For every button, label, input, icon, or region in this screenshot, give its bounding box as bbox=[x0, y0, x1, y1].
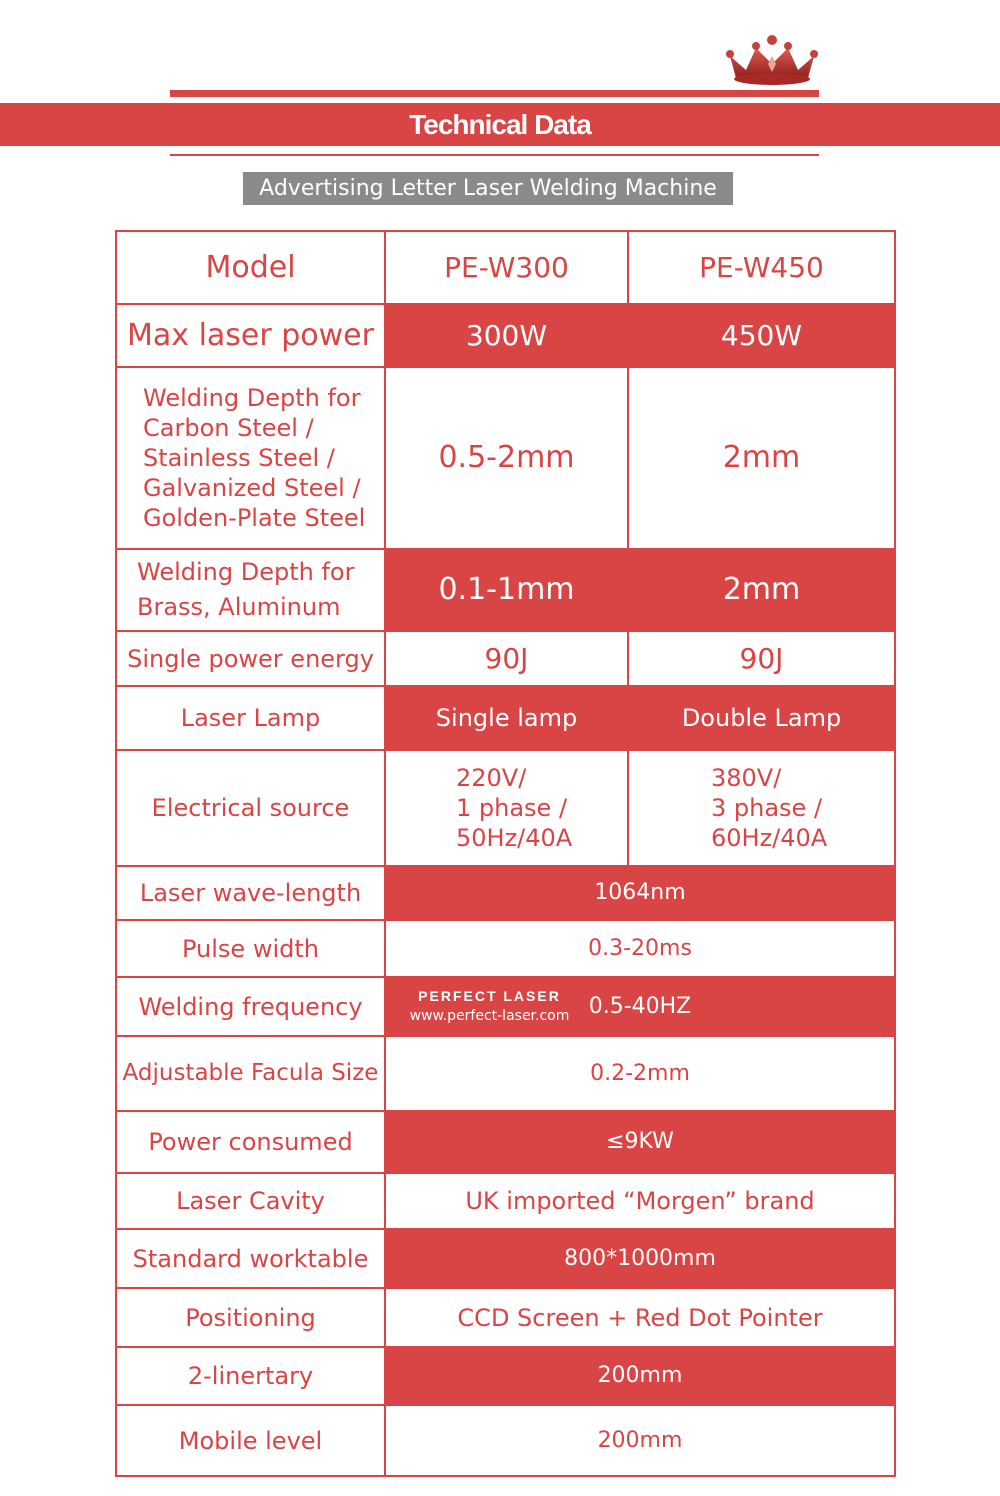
table-row-mobile-level bbox=[115, 1406, 896, 1475]
value-cell: 2mm bbox=[627, 368, 896, 548]
row-label: Welding Depth for Carbon Steel / Stainless Steel / Galvanized Steel / Golden-Plate Steel bbox=[115, 368, 386, 548]
table-row-laser-cavity bbox=[115, 1174, 896, 1228]
value-cell: CCD Screen + Red Dot Pointer bbox=[386, 1289, 896, 1346]
row-label: Mobile level bbox=[115, 1406, 386, 1475]
value-cell: 380V/ 3 phase / 60Hz/40A bbox=[627, 751, 896, 865]
row-label: Power consumed bbox=[115, 1112, 386, 1172]
table-row-welding-depth-brass bbox=[115, 550, 896, 630]
row-label: Welding Depth for Brass, Aluminum bbox=[115, 550, 386, 630]
row-label: Single power energy bbox=[115, 632, 386, 685]
value-cell: 90J bbox=[484, 642, 529, 675]
value-cell: 300W bbox=[386, 305, 627, 366]
logo-brand: PERFECT LASER bbox=[418, 988, 561, 1004]
value-cell: 0.3-20ms bbox=[386, 921, 896, 976]
row-label: Electrical source bbox=[115, 751, 386, 865]
row-label: Model bbox=[115, 232, 386, 303]
row-label: 2-linertary bbox=[115, 1348, 386, 1404]
value-cell: UK imported “Morgen” brand bbox=[386, 1174, 896, 1228]
value-cell: 220V/ 1 phase / 50Hz/40A bbox=[456, 764, 573, 852]
row-label: Laser Lamp bbox=[115, 687, 386, 749]
table-row-model bbox=[115, 232, 896, 303]
value-cell: 450W bbox=[627, 305, 896, 366]
value-cell: Single lamp bbox=[386, 687, 627, 749]
table-row-2-linertary bbox=[115, 1348, 896, 1404]
row-label: Welding frequency bbox=[115, 978, 386, 1035]
table-row-max-laser-power bbox=[115, 305, 896, 366]
table-row-power-consumed bbox=[115, 1112, 896, 1172]
product-subtitle: Advertising Letter Laser Welding Machine bbox=[243, 172, 733, 205]
row-label: Pulse width bbox=[115, 921, 386, 976]
value-cell: Double Lamp bbox=[627, 687, 896, 749]
table-row-positioning bbox=[115, 1289, 896, 1346]
table-border-bottom bbox=[115, 1475, 896, 1477]
row-label: Positioning bbox=[115, 1289, 386, 1346]
top-rule bbox=[170, 90, 819, 97]
table-row-electrical-source bbox=[115, 751, 896, 865]
table-row-laser-wave-length bbox=[115, 867, 896, 919]
table-row-pulse-width bbox=[115, 921, 896, 976]
row-label: Adjustable Facula Size bbox=[115, 1037, 386, 1110]
page-title: Technical Data bbox=[0, 103, 1000, 146]
row-label: Laser wave-length bbox=[115, 867, 386, 919]
table-row-welding-frequency bbox=[115, 978, 896, 1035]
logo-url: www.perfect-laser.com bbox=[409, 1008, 570, 1024]
perfect-laser-logo bbox=[397, 988, 582, 1024]
table-row-standard-worktable bbox=[115, 1230, 896, 1287]
value-cell: 2mm bbox=[627, 550, 896, 630]
value-cell: 90J bbox=[627, 632, 896, 685]
value-cell: 200mm bbox=[386, 1348, 896, 1404]
row-label: Laser Cavity bbox=[115, 1174, 386, 1228]
bottom-rule bbox=[170, 154, 819, 156]
value-cell: 1064nm bbox=[386, 867, 896, 919]
table-row-single-power-energy bbox=[115, 632, 896, 685]
value-cell: 800*1000mm bbox=[386, 1230, 896, 1287]
value-cell: 0.5-2mm bbox=[438, 440, 575, 476]
model-pe-w300: PE-W300 bbox=[444, 251, 569, 284]
table-row-facula-size bbox=[115, 1037, 896, 1110]
value-cell: 0.1-1mm bbox=[386, 550, 627, 630]
spec-table bbox=[115, 230, 896, 1477]
value-cell: 0.2-2mm bbox=[386, 1037, 896, 1110]
model-pe-w450: PE-W450 bbox=[627, 232, 896, 303]
value-cell: 200mm bbox=[386, 1406, 896, 1475]
row-label: Max laser power bbox=[115, 305, 386, 366]
row-label: Standard worktable bbox=[115, 1230, 386, 1287]
value-cell: 0.5-40HZ bbox=[386, 978, 896, 1035]
table-row-laser-lamp bbox=[115, 687, 896, 749]
crown-icon bbox=[722, 34, 822, 86]
value-cell: ≤9KW bbox=[386, 1112, 896, 1172]
table-row-welding-depth-steel bbox=[115, 368, 896, 548]
